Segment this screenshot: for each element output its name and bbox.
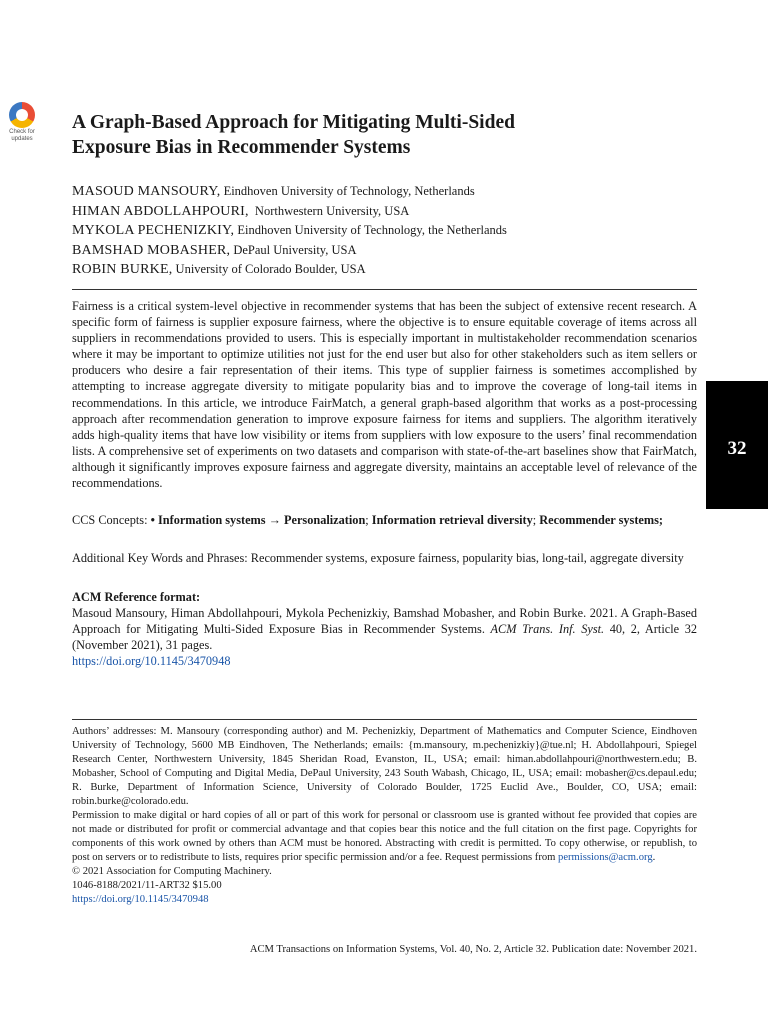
footnote-rule <box>72 719 697 720</box>
ccs-concept-2: Information retrieval diversity <box>371 513 533 527</box>
ccs-concept-1: Information systems → Personalization <box>157 513 366 527</box>
check-for-updates-label: Check for updates <box>9 129 35 142</box>
crossmark-icon <box>9 102 35 128</box>
reference-doi-link[interactable]: https://doi.org/10.1145/3470948 <box>72 654 231 669</box>
author-name: MASOUD MANSOURY, <box>72 184 221 199</box>
author-list <box>72 182 692 280</box>
check-for-updates-badge[interactable] <box>4 102 40 143</box>
keywords-label: Additional Key Words and Phrases: <box>72 551 251 565</box>
author-addresses: Authors’ addresses: M. Mansoury (corresponding author) and M. Pechenizkiy, Department of Mathematics and Computer Science, Eindhoven University of Technology, 5600 MB Eindhoven, The Netherlands; emails: {m.mansoury, m.pechenizkiy}@tue.nl; H. Abdollahpouri, Spiegel Research Center, Northwestern University, 1845 Sheridan Road, Evanston, IL, USA; email: himan.abdollahpouri@northwestern.edu; B. Mobasher, School of Computing and Digital Media, DePaul University, 243 South Wabash, Chicago, IL, USA; email: mobasher@cs.depaul.edu; R. Burke, Department of Information Science, University of Colorado Boulder, 1725 Euclid Ave., Boulder, CO, USA; email: robin.burke@colorado.edu. <box>72 726 697 807</box>
reference-text: Masoud Mansoury, Himan Abdollahpouri, Mykola Pechenizkiy, Bamshad Mobasher, and Robin Burke. 2021. A Graph-Based Approach for Mitigating Multi-Sided Exposure Bias in Recommender Systems. <box>72 606 697 637</box>
issn: 1046-8188/2021/11-ART32 $15.00 <box>72 880 222 891</box>
author-affiliation: University of Colorado Boulder, USA <box>172 262 366 276</box>
copyright-notice: © 2021 Association for Computing Machinery. <box>72 866 272 877</box>
ccs-separator: ; <box>532 513 540 527</box>
footnote-doi-link[interactable]: https://doi.org/10.1145/3470948 <box>72 894 209 905</box>
author-affiliation: Northwestern University, USA <box>248 203 410 218</box>
author-affiliation: Eindhoven University of Technology, Netherlands <box>220 184 475 198</box>
page-footer: ACM Transactions on Information Systems, Vol. 40, No. 2, Article 32. Publication date: November 2021. <box>249 944 697 955</box>
article-number: 32 <box>727 438 747 459</box>
author-entry <box>72 202 692 222</box>
author-entry <box>72 260 692 280</box>
keywords <box>72 550 697 566</box>
reference-citation <box>72 605 697 653</box>
permissions-email-link[interactable]: permissions@acm.org <box>558 852 653 863</box>
author-name: MYKOLA PECHENIZKIY, <box>72 223 235 238</box>
author-entry <box>72 221 692 241</box>
title-line-2: Exposure Bias in Recommender Systems <box>72 137 411 158</box>
author-name: BAMSHAD MOBASHER, <box>72 242 231 258</box>
ccs-bullet: • <box>150 513 158 527</box>
article-number-tab <box>706 381 768 509</box>
keywords-text: Recommender systems, exposure fairness, popularity bias, long-tail, aggregate diversity <box>250 551 684 565</box>
author-affiliation: Eindhoven University of Technology, the Netherlands <box>234 223 507 237</box>
paper-title <box>72 110 672 160</box>
ccs-concept-3: Recommender systems; <box>539 513 663 527</box>
author-entry <box>72 182 692 202</box>
author-affiliation: DePaul University, USA <box>230 242 357 257</box>
footnote <box>72 725 697 907</box>
author-entry <box>72 241 692 261</box>
reference-journal: ACM Trans. Inf. Syst. <box>490 622 605 637</box>
abstract-top-rule <box>72 289 697 290</box>
ccs-separator: ; <box>365 513 372 527</box>
permission-notice: Permission to make digital or hard copies of all or part of this work for personal or classroom use is granted without fee provided that copies are not made or distributed for profit or commercial advantage and that copies bear this notice and the full citation on the first page. Copyrights for components of this work owned by others than ACM must be honored. Abstracting with credit is permitted. To copy otherwise, or republish, to post on servers or to redistribute to lists, requires prior specific permission and/or a fee. Request permissions from permissions@acm.org. <box>72 810 697 863</box>
author-name: ROBIN BURKE, <box>72 262 173 277</box>
ccs-label: CCS Concepts: <box>72 513 151 527</box>
title-line-1: A Graph-Based Approach for Mitigating Multi-Sided <box>72 112 515 133</box>
reference-heading: ACM Reference format: <box>72 590 201 604</box>
reference-volume: 40, 2, Article 32 (November 2021), 31 pages. <box>72 622 697 653</box>
author-name: HIMAN ABDOLLAHPOURI, <box>72 203 249 219</box>
acm-reference <box>72 589 697 669</box>
abstract: Fairness is a critical system-level objective in recommender systems that has been the subject of extensive recent research. A specific form of fairness is supplier exposure fairness, where the objective is to ensure equitable coverage of items across all suppliers in recommendations provided to users. This is especially important in multistakeholder recommendation scenarios where it may be important to optimize utilities not just for the end user but also for other stakeholders such as item sellers or producers who desire a fair representation of their items. This type of supplier fairness is sometimes accomplished by attempting to increase aggregate diversity to mitigate popularity bias and to improve the coverage of long-tail items in recommendations. In this article, we introduce FairMatch, a general graph-based algorithm that works as a post-processing approach after recommendation generation to improve exposure fairness for items and suppliers. The algorithm iteratively adds high-quality items that have low visibility or items from suppliers with low exposure to the users’ final recommendation lists. A comprehensive set of experiments on two datasets and comparison with state-of-the-art baselines show that FairMatch, although it significantly improves exposure fairness and aggregate diversity, maintains an acceptable level of relevance of the recommendations. <box>72 299 697 491</box>
ccs-concepts <box>72 512 697 528</box>
